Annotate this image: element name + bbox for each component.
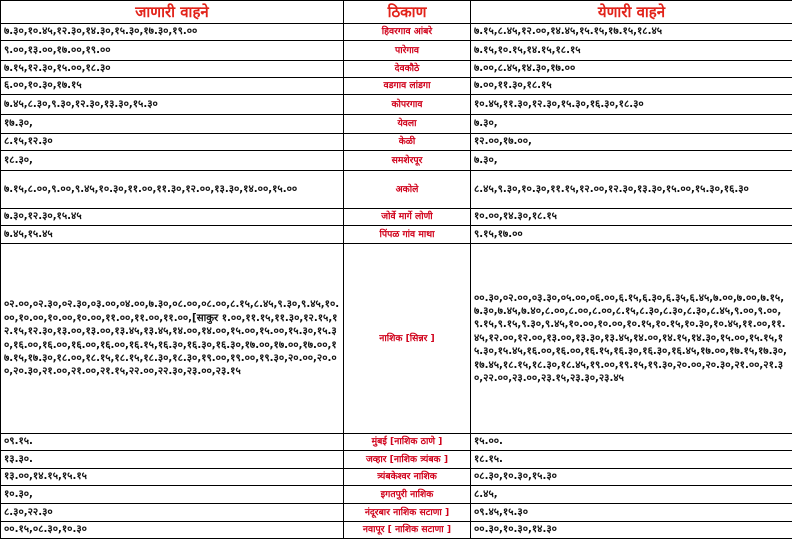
table-row <box>1 244 792 434</box>
departing-times-cell: ७.४५,१५.४५ <box>1 226 344 244</box>
table-row <box>1 78 792 95</box>
table-row <box>1 522 792 539</box>
arriving-times-cell: १५.००. <box>471 434 792 451</box>
departing-times-cell: १३.३०. <box>1 451 344 469</box>
place-cell: अकोले <box>344 171 471 209</box>
place-cell: पारेगाव <box>344 41 471 61</box>
table-row <box>1 434 792 451</box>
place-cell: समशेरपूर <box>344 151 471 171</box>
departing-times-cell: १३.००,१४.१५,१५.१५ <box>1 469 344 486</box>
schedule-body <box>1 24 792 539</box>
table-row <box>1 486 792 504</box>
arriving-times-cell: ०८.३०,१०.३०,१५.३० <box>471 469 792 486</box>
arriving-times-cell: १०.००,१४.३०,१८.१५ <box>471 209 792 226</box>
departing-times-cell: ९.००,१३.००,१७.००,१९.०० <box>1 41 344 61</box>
departing-times-cell: ७.३०,१०.४५,१२.३०,१४.३०,१५.३०,१७.३०,१९.०० <box>1 24 344 41</box>
arriving-times-cell: ७.१५,१०.१५,१४.१५,१८.१५ <box>471 41 792 61</box>
table-row <box>1 469 792 486</box>
departing-times-cell: १७.३०, <box>1 115 344 134</box>
arriving-times-cell: ७.००,११.३०,१८.१५ <box>471 78 792 95</box>
departing-times-cell: ६.००,१०.३०,१७.१५ <box>1 78 344 95</box>
arriving-times-cell: ७.३०, <box>471 151 792 171</box>
departing-times-cell: १८.३०, <box>1 151 344 171</box>
table-row <box>1 61 792 78</box>
place-cell: इगतपुरी नाशिक <box>344 486 471 504</box>
departing-times-cell: ७.३०,१२.३०,१५.४५ <box>1 209 344 226</box>
place-cell: नंदूरबार नाशिक सटाणा ] <box>344 504 471 522</box>
arriving-times-cell: ७.००,८.४५,१४.३०,१७.०० <box>471 61 792 78</box>
table-row <box>1 41 792 61</box>
table-row <box>1 504 792 522</box>
place-cell: नवापूर [ नाशिक सटाणा ] <box>344 522 471 539</box>
arriving-times-cell: ७.३०, <box>471 115 792 134</box>
table-row <box>1 134 792 151</box>
departing-times-cell: ०९.१५. <box>1 434 344 451</box>
place-cell: वडगाव लांडगा <box>344 78 471 95</box>
table-row <box>1 451 792 469</box>
header-row <box>1 1 792 24</box>
place-cell: जोर्वे मार्गे लोणी <box>344 209 471 226</box>
place-cell: पिंपळ गांव माथा <box>344 226 471 244</box>
place-cell: जव्हार [नाशिक त्र्यंबक ] <box>344 451 471 469</box>
departing-times-cell: ८.३०,२२.३० <box>1 504 344 522</box>
place-cell: हिवरगाव आंबरे <box>344 24 471 41</box>
departing-times-cell: १०.३०, <box>1 486 344 504</box>
table-row <box>1 226 792 244</box>
arriving-times-cell: १२.००,१७.००, <box>471 134 792 151</box>
place-cell: मुंबई [नाशिक ठाणे ] <box>344 434 471 451</box>
arriving-times-cell: ८.४५,९.३०,१०.३०,११.१५,१२.००,१२.३०,१३.३०,१५.००,१५.३०,१६.३० <box>471 171 792 209</box>
departing-times-cell: ०२.००,०२.३०,०२.३०,०३.००,०४.००,७.३०,०८.००,०८.००,८.१५,८.४५,९.३०,९.४५,१०.००,१०.००,१०.००,१०.००,११.००,११.००,११.००,[साकुर १.००,११.१५,११.३०,१२.१५,१२.१५,१२.३०,१३.००,१३.००,१३.४५,१३.४५,१४.००,१४.००,१५.००,१५.००,१५.३०,१५.३०,१६.००,१६.००,१६.००,१६.००,१६.१५,१६.३०,१६.३०,१६.३०,१७.००,१७.००,१७.००,१७.१५,१७.३०,१८.००,१८.१५,१८.१५,१८.३०,१८.३०,१९.००,१९.००,१९.३०,२०.००,२०.००,२०.३०,२१.००,२१.००,२१.१५,२२.००,२२.३०,२३.००,२३.१५ <box>1 244 344 434</box>
arriving-times-cell: ७.१५,८.४५,१२.००,१४.४५,१५.१५,१७.१५,१८.४५ <box>471 24 792 41</box>
departing-header: जाणारी वाहने <box>1 1 344 24</box>
place-cell: नाशिक [सिन्नर ] <box>344 244 471 434</box>
departing-times-cell: ७.१५,१२.३०,१५.००,१८.३० <box>1 61 344 78</box>
arriving-times-cell: १८.१५. <box>471 451 792 469</box>
table-row <box>1 171 792 209</box>
arriving-times-cell: १०.४५,११.३०,१२.३०,१५.३०,१६.३०,१८.३० <box>471 95 792 115</box>
table-row <box>1 24 792 41</box>
table-row <box>1 95 792 115</box>
arriving-times-cell: ००.३०,१०.३०,१४.३० <box>471 522 792 539</box>
departing-times-cell: ८.१५,१२.३० <box>1 134 344 151</box>
place-cell: केळी <box>344 134 471 151</box>
departing-times-cell: ७.४५,८.३०,९.३०,१२.३०,१३.३०,१५.३० <box>1 95 344 115</box>
place-cell: त्र्यंबकेश्वर नाशिक <box>344 469 471 486</box>
arriving-times-cell: ००.३०,०२.००,०३.३०,०५.००,०६.००,६.१५,६.३०,६.३५,६.४५,७.००,७.००,७.१५,७.३०,७.४५,७.४०,८.००,८.००,८.००,८.१५,८.३०,८.३०,८.३०,८.४५,९.००,९.००,९.१५,९.१५,९.३०,९.४५,१०.००,१०.००,१०.१५,१०.१५,१०.३०,१०.४५,११.००,११.४५,१२.००,१२.००,१३.००,१३.३०,१३.४५,१४.००,१४.१५,१४.३०,१५.००,१५.१५,१५.३०,१५.४५,१६.००,१६.००,१६.१५,१६.३०,१६.३०,१६.४५,१७.००,१७.१५,१७.३०,१७.४५,१८.१५,१८.३०,१८.४५,१९.००,१९.१५,१९.३०,२०.००,२०.३०,२१.००,२१.३०,२२.००,२३.००,२३.१५,२३.३०,२३.४५ <box>471 244 792 434</box>
place-cell: येवला <box>344 115 471 134</box>
departing-times-cell: ००.१५,०८.३०,१०.३० <box>1 522 344 539</box>
place-header: ठिकाण <box>344 1 471 24</box>
table-row <box>1 115 792 134</box>
arriving-header: येणारी वाहने <box>471 1 792 24</box>
arriving-times-cell: ०९.४५,१५.३० <box>471 504 792 522</box>
arriving-times-cell: ९.१५,१७.०० <box>471 226 792 244</box>
table-row <box>1 151 792 171</box>
place-cell: कोपरगाव <box>344 95 471 115</box>
table-row <box>1 209 792 226</box>
arriving-times-cell: ८.४५, <box>471 486 792 504</box>
departing-times-cell: ७.१५,८.००,९.००,९.४५,१०.३०,११.००,११.३०,१२.००,१३.३०,१४.००,१५.०० <box>1 171 344 209</box>
place-cell: देवकौठे <box>344 61 471 78</box>
